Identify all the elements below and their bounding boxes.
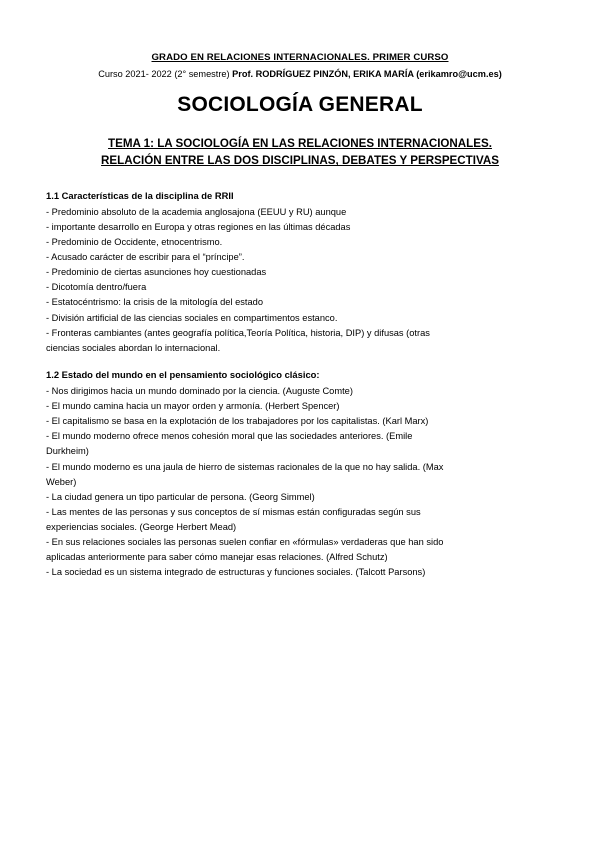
- course-title-text: GRADO EN RELACIONES INTERNACIONALES. PRIMER CURSO: [151, 52, 449, 63]
- body-line: - Estatocéntrismo: la crisis de la mitología del estado: [46, 297, 264, 308]
- body-line: - Acusado carácter de escribir para el “príncipe”.: [46, 252, 245, 263]
- body-line: - Dicotomía dentro/fuera: [46, 282, 147, 293]
- body-line: - La sociedad es un sistema integrado de estructuras y funciones sociales. (Talcott Parsons): [46, 567, 426, 578]
- body-line: - Nos dirigimos hacia un mundo dominado por la ciencia. (Auguste Comte): [46, 385, 353, 396]
- course-title-header: [46, 52, 554, 63]
- body-line: - Fronteras cambiantes (antes geografía política,Teoría Política, historia, DIP) y difusas (otras: [46, 327, 430, 338]
- body-line: - El mundo camina hacia un mayor orden y armonía. (Herbert Spencer): [46, 401, 340, 412]
- page-title: SOCIOLOGÍA GENERAL: [177, 92, 423, 116]
- body-line: aplicadas anteriormente para saber cómo manejar esas relaciones. (Alfred Schutz): [46, 552, 388, 563]
- body-line: - importante desarrollo en Europa y otras regiones en las últimas décadas: [46, 221, 351, 232]
- body-line: - El capitalismo se basa en la explotación de los trabajadores por los capitalistas. (Karl Marx): [46, 416, 429, 427]
- section-1-2: [46, 369, 554, 580]
- section-1-1: [46, 190, 554, 355]
- body-line: - Predominio de Occidente, etnocentrismo.: [46, 236, 223, 247]
- section-heading: 1.1 Características de la disciplina de RRII: [46, 189, 234, 201]
- body-line: ciencias sociales abordan lo internacional.: [46, 342, 221, 353]
- body-line: experiencias sociales. (George Herbert Mead): [46, 522, 237, 533]
- body-line: - El mundo moderno ofrece menos cohesión moral que las sociedades anteriores. (Emile: [46, 431, 413, 442]
- chapter-title-line-1: TEMA 1: LA SOCIOLOGÍA EN LAS RELACIONES INTERNACIONALES.: [108, 136, 492, 150]
- body-line: - El mundo moderno es una jaula de hierro de sistemas racionales de la que no hay salida. (Max: [46, 461, 444, 472]
- body-line: - Las mentes de las personas y sus conceptos de sí mismas están configuradas según sus: [46, 506, 421, 517]
- body-line: - En sus relaciones sociales las personas suelen confiar en «fórmulas» verdaderas que han sido: [46, 537, 444, 548]
- section-heading: 1.2 Estado del mundo en el pensamiento sociológico clásico:: [46, 368, 320, 380]
- body-line: Durkheim): [46, 446, 89, 457]
- course-info-header: [46, 69, 554, 81]
- body-line: - División artificial de las ciencias sociales en compartimentos estanco.: [46, 312, 338, 323]
- course-professor: Prof. RODRÍGUEZ PINZÓN, ERIKA MARÍA (erikamro@ucm.es): [232, 69, 502, 79]
- body-line: Weber): [46, 476, 77, 487]
- body-line: - La ciudad genera un tipo particular de persona. (Georg Simmel): [46, 491, 315, 502]
- body-line: - Predominio de ciertas asunciones hoy cuestionadas: [46, 267, 267, 278]
- chapter-title: [46, 135, 554, 170]
- body-line: - Predominio absoluto de la academia anglosajona (EEUU y RU) aunque: [46, 206, 347, 217]
- chapter-title-line-2: RELACIÓN ENTRE LAS DOS DISCIPLINAS, DEBATES Y PERSPECTIVAS: [101, 154, 499, 168]
- course-info-plain: Curso 2021- 2022 (2° semestre): [98, 69, 233, 79]
